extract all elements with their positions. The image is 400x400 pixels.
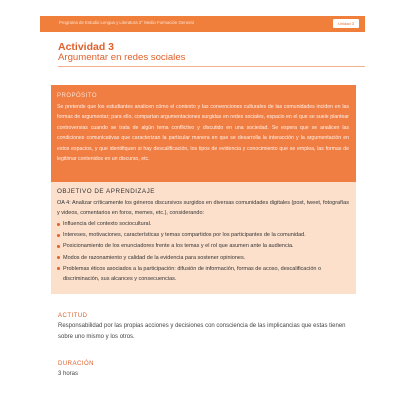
objective-section bbox=[51, 182, 356, 294]
activity-subtitle: Argumentar en redes sociales bbox=[58, 52, 186, 63]
objective-text: OA 4: Analizar críticamente los géneros discursivos surgidos en diversas comunidades digitales (post, tweet, fotografías y videos, comentarios en foros, memes, etc.), considerando: bbox=[57, 200, 349, 216]
objective-list bbox=[57, 219, 349, 285]
duration-text: 3 horas bbox=[58, 371, 79, 377]
list-item: Problemas éticos asociados a la participación: difusión de información, formas de acoso, descalificación o discriminación, sus alcances y consecuencias. bbox=[57, 264, 349, 284]
header-bar bbox=[40, 16, 365, 32]
duration-label: DURACIÓN bbox=[58, 361, 95, 367]
list-item: Influencia del contexto sociocultural. bbox=[57, 219, 349, 229]
activity-title: Actividad 3 bbox=[58, 41, 115, 53]
purpose-section bbox=[51, 85, 356, 182]
list-item: Modos de razonamiento y calidad de la evidencia para sostener opiniones. bbox=[57, 253, 349, 263]
title-divider bbox=[58, 66, 365, 67]
attitude-label: ACTITUD bbox=[58, 313, 88, 319]
attitude-text: Responsabilidad por las propias acciones y decisiones con consciencia de las implicancias que estas tienen sobre uno mismo y los otros. bbox=[58, 323, 346, 340]
list-item: Posicionamiento de los enunciadores frente a los temas y el rol que asumen ante la audiencia. bbox=[57, 241, 349, 251]
unit-badge: Unidad 3 bbox=[333, 19, 359, 28]
purpose-label: PROPÓSITO bbox=[57, 93, 98, 99]
objective-label: OBJETIVO DE APRENDIZAJE bbox=[57, 188, 155, 195]
program-title: Programa de Estudio Lengua y Literatura 3° Medio Formación General bbox=[59, 20, 194, 25]
purpose-text: Se pretende que los estudiantes analicen cómo el contexto y las convenciones culturales de las comunidades inciden en las formas de argumentar; para ello, compartan argumentaciones surgidas en redes sociales, espacio en el que se suele plantear controversias cuando se trata de algún tema conflictivo y discutido en una sociedad. Se espera que se analicen las condiciones comunicativas que caracterizan la particular manera en que se desarrolla la interacción y la argumentación en estos espacios, y que identifiquen si hay descalificación, los tipos de evidencia y conocimiento que se emplea, las formas de legitimar contenidos en un discurso, etc. bbox=[57, 104, 349, 163]
list-item: Intereses, motivaciones, características y temas compartidos por los participantes de la comunidad. bbox=[57, 230, 349, 240]
